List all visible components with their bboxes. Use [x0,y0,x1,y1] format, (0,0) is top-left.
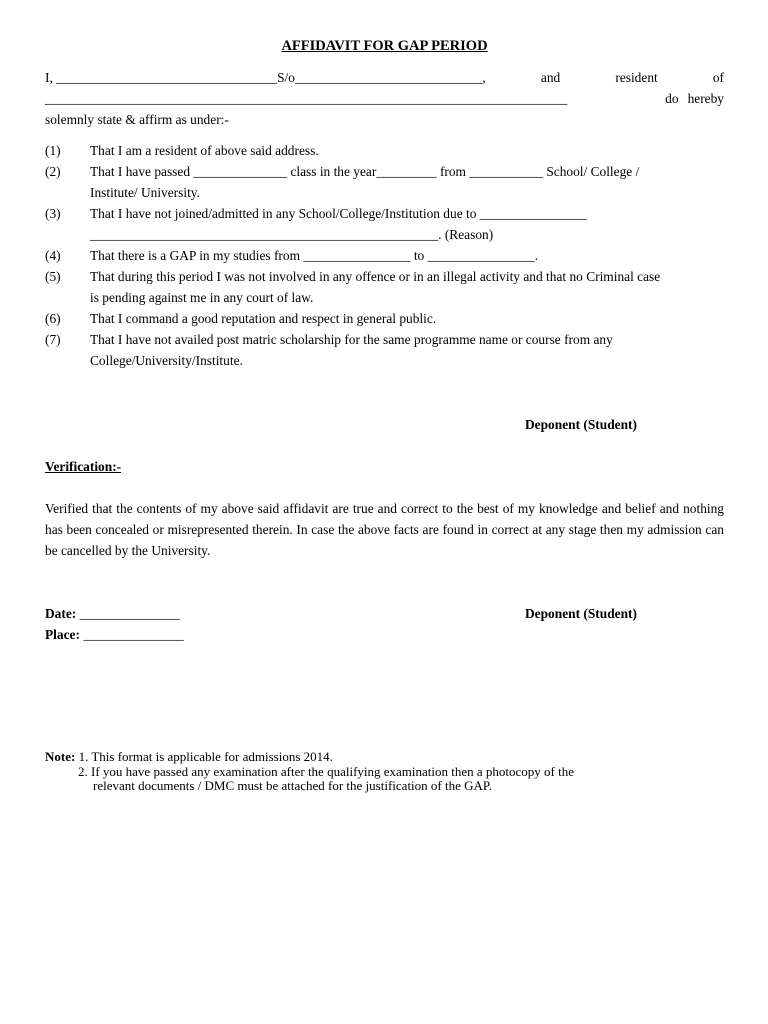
item-number: (6) [45,311,61,326]
item-text: That I have not availed post matric scholarship for the same programme name or course from any College/University/Institute. [90,332,613,368]
affirmation-item-4 [45,245,724,266]
item-number: (1) [45,143,61,158]
document-title: AFFIDAVIT FOR GAP PERIOD [281,38,488,54]
note-label: Note: [45,749,76,764]
affirmation-item-3 [45,203,724,245]
affirmation-item-1 [45,140,724,161]
intro-word-resident: resident [615,70,658,85]
place-field [45,624,184,645]
affirmation-item-7 [45,329,724,371]
item-text: That I have passed ______________ class in the year_________ from ___________ School/ College / Institute/ University. [90,164,640,200]
note-line-1 [45,750,724,765]
intro-line-2 [45,88,724,109]
intro-word-of: of [712,70,724,85]
note-section [45,750,724,794]
note-line-2: 2. If you have passed any examination after the qualifying examination then a photocopy of the [78,763,575,779]
place-label: Place: [45,627,80,642]
item-number: (5) [45,269,61,284]
affirmation-item-6 [45,308,724,329]
item-number: (3) [45,206,61,221]
verification-heading: Verification:- [45,459,122,474]
note-line-3: relevant documents / DMC must be attached for the justification of the GAP. [93,778,492,793]
intro-word-hereby: hereby [687,91,724,106]
intro-address-blank: ______________________________________________________________________________ [45,91,568,106]
intro-line-3: solemnly state & affirm as under:- [45,112,229,127]
note-text-1: 1. This format is applicable for admissions 2014. [78,749,333,764]
affirmation-item-5 [45,266,724,308]
intro-word-do: do [665,91,679,106]
item-number: (7) [45,332,61,347]
item-text: That there is a GAP in my studies from ________________ to ________________. [90,248,539,263]
affirmation-list [45,140,724,371]
item-text: That I have not joined/admitted in any School/College/Institution due to ________________ ____________________________________________________. (Reason) [90,206,587,242]
item-number: (2) [45,164,61,179]
date-blank: _______________ [79,606,181,621]
intro-word-and: and [540,70,561,85]
item-number: (4) [45,248,61,263]
intro-paragraph [45,67,724,130]
intro-line-2-tail [665,88,724,109]
intro-name-parent-blank: I, _________________________________S/o____________________________, [45,70,486,85]
affirmation-item-2 [45,161,724,203]
place-blank: _______________ [83,627,184,642]
item-text: That I am a resident of above said address. [90,143,319,158]
deponent-signature-label: Deponent (Student) [525,417,637,432]
intro-line-1 [45,67,724,88]
verification-text: Verified that the contents of my above said affidavit are true and correct to the best of my knowledge and belief and nothing has been concealed or misrepresented therein. In case the above facts are found in correct at any stage then my admission can be cancelled by the University. [45,501,724,558]
item-text: That during this period I was not involved in any offence or in an illegal activity and that no Criminal case is pending against me in any court of law. [90,269,661,305]
date-label: Date: [45,606,77,621]
item-text: That I command a good reputation and respect in general public. [90,311,437,326]
deponent-signature-label-2: Deponent (Student) [525,606,637,621]
date-field [45,603,180,624]
